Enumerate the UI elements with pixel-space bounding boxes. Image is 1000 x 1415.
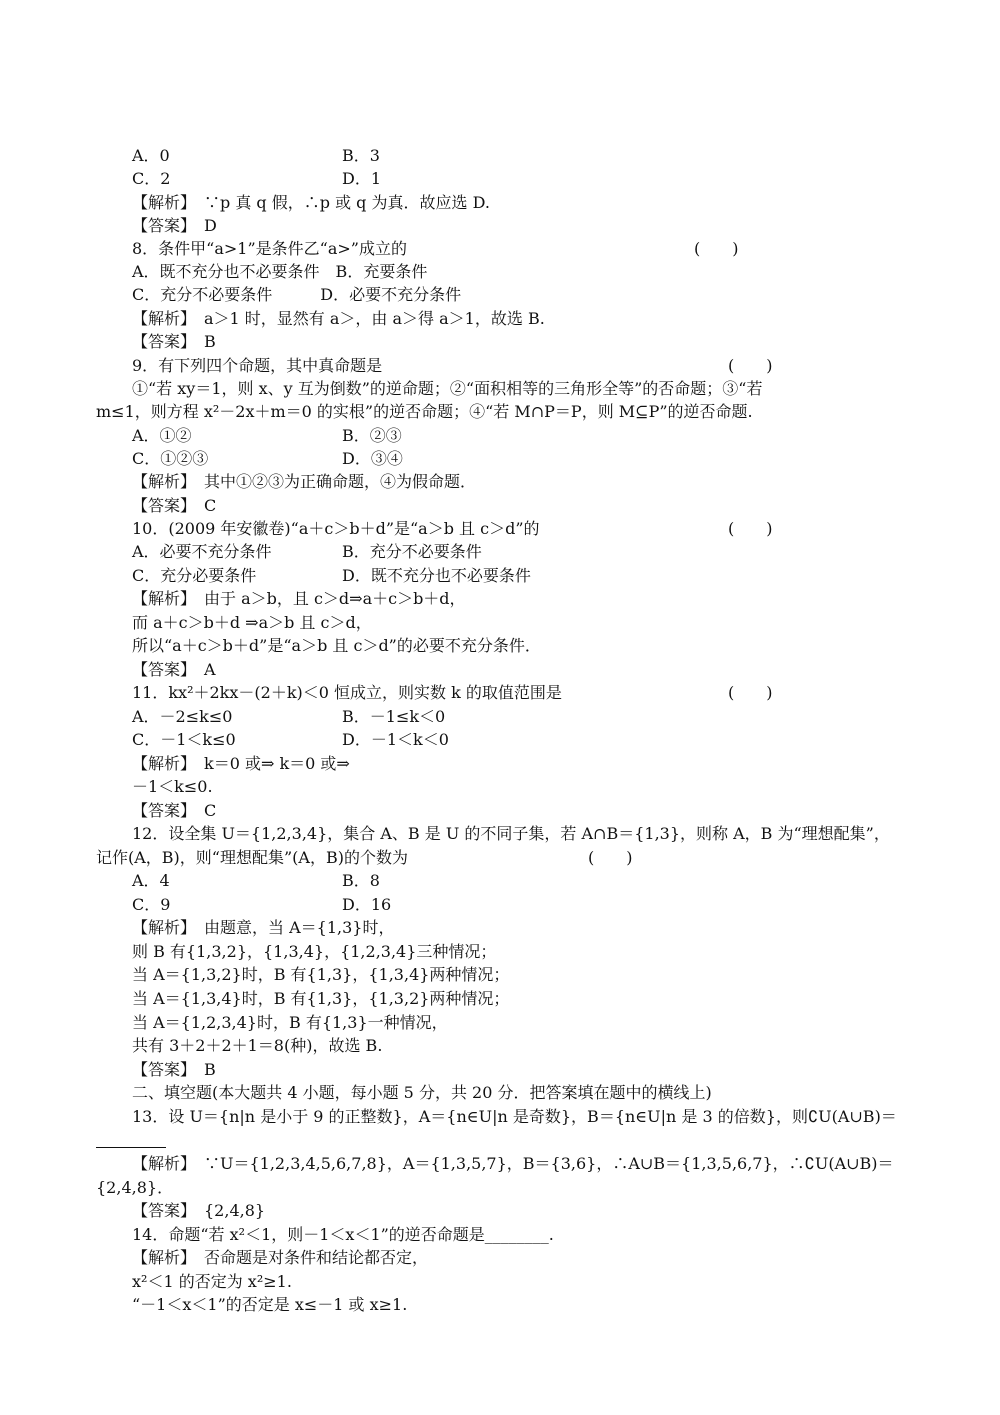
option-row	[132, 728, 449, 751]
option-row	[132, 893, 392, 916]
answer-line: 【答案】 A	[132, 660, 216, 679]
analysis-line: 【解析】 ∵p 真 q 假，∴p 或 q 为真．故应选 D.	[132, 193, 490, 212]
question-8: 8．条件甲“a>1”是条件乙“a>”成立的	[132, 239, 407, 258]
option-b: B．②③	[342, 426, 402, 445]
option-a: A．4	[132, 871, 170, 890]
analysis-line: 则 B 有{1,3,2}，{1,3,4}，{1,2,3,4}三种情况；	[132, 942, 497, 961]
option-row	[132, 540, 482, 563]
option-row	[132, 869, 380, 892]
option-row: A．既不充分也不必要条件 B．充要条件	[132, 262, 428, 281]
analysis-line: 当 A＝{1,3,4}时，B 有{1,3}，{1,3,2}两种情况；	[132, 989, 510, 1008]
option-b: B．－1≤k＜0	[342, 707, 446, 726]
section-heading: 二、填空题(本大题共 4 小题，每小题 5 分，共 20 分．把答案填在题中的横线上)	[132, 1083, 712, 1102]
option-b: B．充分不必要条件	[342, 542, 482, 561]
fill-blank-line	[96, 1146, 166, 1148]
option-row	[132, 144, 380, 167]
question-text: 记作(A，B)，则“理想配集”(A，B)的个数为	[96, 848, 408, 867]
analysis-line: 当 A＝{1,3,2}时，B 有{1,3}，{1,3,4}两种情况；	[132, 965, 510, 984]
option-d: D．－1＜k＜0	[342, 730, 449, 749]
answer-line: 【答案】 B	[132, 1060, 216, 1079]
answer-bracket: ( )	[728, 519, 773, 538]
option-a: A．必要不充分条件	[132, 542, 272, 561]
analysis-line: 所以“a＋c＞b＋d”是“a＞b 且 c＞d”的必要不充分条件．	[132, 636, 541, 655]
analysis-line: {2,4,8}．	[96, 1178, 174, 1197]
question-text: m≤1，则方程 x²－2x＋m＝0 的实根”的逆否命题；④“若 M∩P＝P，则 M⊆P”的逆否命题.	[96, 402, 753, 421]
analysis-line: 【解析】 a＞1 时，显然有 a＞，由 a＞得 a＞1，故选 B.	[132, 309, 545, 328]
answer-line: 【答案】 D	[132, 216, 217, 235]
analysis-line: “－1＜x＜1”的否定是 x≤－1 或 x≥1.	[132, 1295, 408, 1314]
question-14: 14．命题“若 x²＜1，则－1＜x＜1”的逆否命题是________.	[132, 1225, 554, 1244]
analysis-line: 当 A＝{1,2,3,4}时，B 有{1,3}一种情况，	[132, 1013, 448, 1032]
answer-line: 【答案】 B	[132, 332, 216, 351]
option-a: A．①②	[132, 426, 192, 445]
answer-bracket: ( )	[694, 239, 739, 258]
option-a: A．－2≤k≤0	[132, 707, 233, 726]
question-9: 9．有下列四个命题，其中真命题是	[132, 356, 383, 375]
analysis-line: 【解析】 ∵U＝{1,2,3,4,5,6,7,8}，A＝{1,3,5,7}，B＝{3,6}，∴A∪B＝{1,3,5,6,7}，∴∁U(A∪B)＝	[132, 1154, 894, 1173]
option-c: C．－1＜k≤0	[132, 730, 236, 749]
question-11: 11．kx²＋2kx－(2＋k)＜0 恒成立，则实数 k 的取值范围是	[132, 683, 562, 702]
option-d: D．③④	[342, 449, 403, 468]
analysis-line: 【解析】 否命题是对条件和结论都否定，	[132, 1248, 429, 1267]
answer-line: 【答案】 C	[132, 801, 217, 820]
analysis-line: 【解析】 由题意，当 A＝{1,3}时，	[132, 918, 395, 937]
option-row	[132, 447, 403, 470]
analysis-line: －1＜k≤0.	[132, 777, 213, 796]
analysis-line: 共有 3＋2＋2＋1＝8(种)，故选 B.	[132, 1036, 383, 1055]
question-text: ①“若 xy＝1，则 x、y 互为倒数”的逆命题；②“面积相等的三角形全等”的否命题；③“若	[132, 379, 763, 398]
option-b: B．8	[342, 871, 380, 890]
analysis-line: 【解析】 由于 a＞b，且 c＞d⇒a＋c＞b＋d，	[132, 589, 466, 608]
question-13: 13．设 U＝{n|n 是小于 9 的正整数}，A＝{n∈U|n 是奇数}，B＝{n∈U|n 是 3 的倍数}，则∁U(A∪B)＝	[132, 1107, 897, 1126]
option-c: C．①②③	[132, 449, 209, 468]
option-c: C．充分必要条件	[132, 566, 257, 585]
option-b: B．3	[342, 146, 380, 165]
answer-bracket: ( )	[588, 848, 633, 867]
question-12: 12．设全集 U＝{1,2,3,4}，集合 A、B 是 U 的不同子集，若 A∩B＝{1,3}，则称 A，B 为“理想配集”，	[132, 824, 890, 843]
answer-line: 【答案】 {2,4,8}	[132, 1201, 266, 1220]
analysis-line: 而 a＋c＞b＋d ⇒a＞b 且 c＞d，	[132, 613, 372, 632]
question-10: 10．(2009 年安徽卷)“a＋c＞b＋d”是“a＞b 且 c＞d”的	[132, 519, 540, 538]
analysis-line: 【解析】 k＝0 或⇒ k＝0 或⇒	[132, 754, 350, 773]
analysis-line: 【解析】 其中①②③为正确命题，④为假命题．	[132, 472, 477, 491]
option-row	[132, 705, 446, 728]
option-row	[132, 424, 402, 447]
option-row	[132, 564, 531, 587]
option-row: C．充分不必要条件 D．必要不充分条件	[132, 285, 462, 304]
answer-bracket: ( )	[728, 356, 773, 375]
answer-bracket: ( )	[728, 683, 773, 702]
option-a: A．0	[132, 146, 170, 165]
option-c: C．9	[132, 895, 171, 914]
option-c: C．2	[132, 169, 171, 188]
option-d: D．1	[342, 169, 382, 188]
option-row	[132, 167, 382, 190]
option-d: D．16	[342, 895, 392, 914]
option-d: D．既不充分也不必要条件	[342, 566, 531, 585]
answer-line: 【答案】 C	[132, 496, 217, 515]
analysis-line: x²＜1 的否定为 x²≥1.	[132, 1272, 292, 1291]
